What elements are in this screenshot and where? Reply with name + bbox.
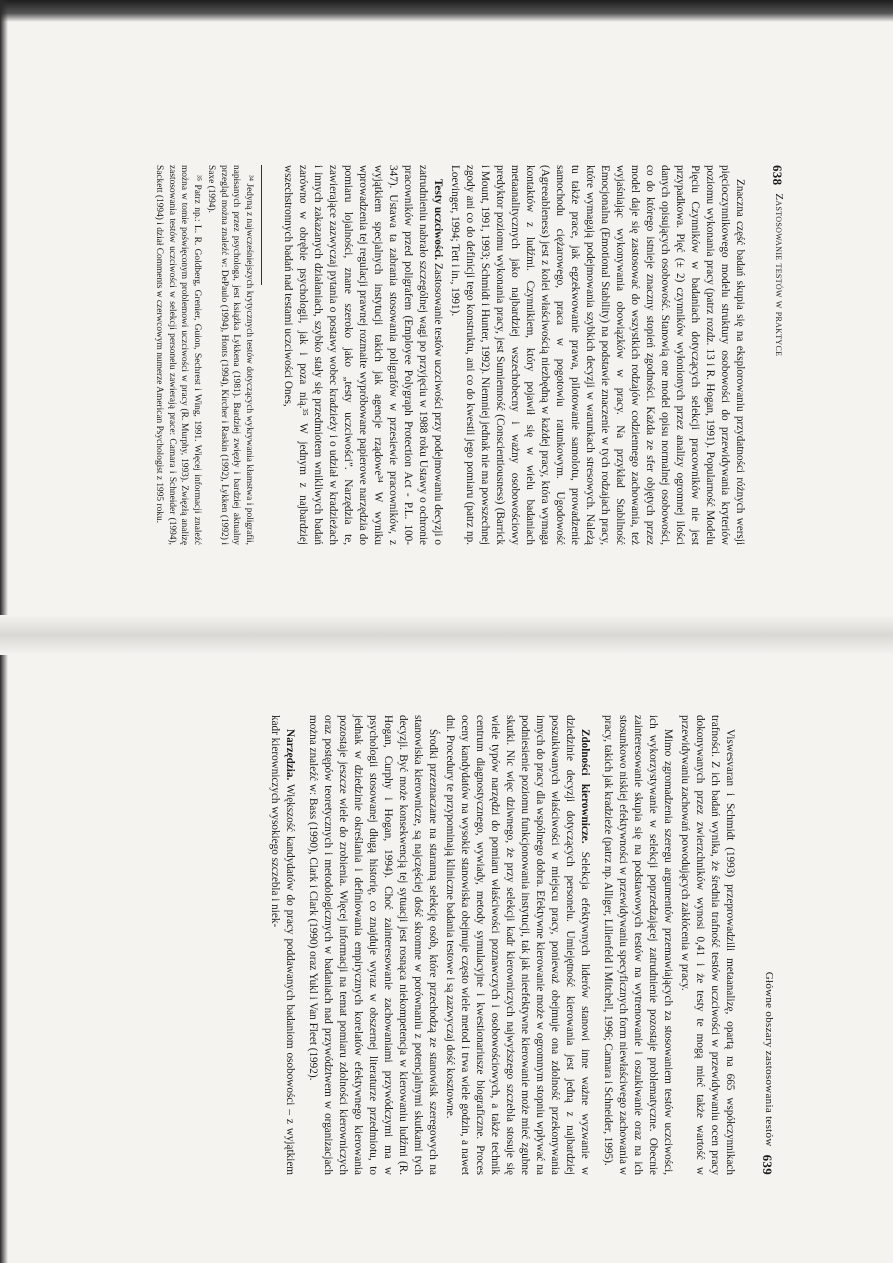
body-paragraph bbox=[280, 165, 445, 545]
running-head: Główne obszary zastosowania testów bbox=[763, 971, 775, 1147]
body-paragraph bbox=[267, 715, 297, 1175]
body-paragraph: Środki przeznaczane na staranną selekcję osób, które przechodzą ze stanowisk szeregowych na stanowiska kierownicze, są najczęściej dość skromne w porównaniu z potencjalnymi skutkami tych decyzji. Być może konsekwencją tej sytuacji jest rosnąca niekompetencja w kierowaniu ludźmi (R. Hogan, Curphy i Hogan, 1994). Choć zainteresowanie zachowaniami przywódczymi ma w psychologii stosowanej długą historię, co znajduje wyraz w obszernej literaturze przedmiotu, to jednak w dziedzinie określania i definiowania empirycznych korelatów efektywnego kierowania pozostaje jeszcze wiele do zrobienia. Więcej informacji na temat pomiaru zdolności kierowniczych oraz postępów teoretycznych i metodologicznych w badaniach nad przywództwem w organizacjach można znaleźć w: Bass (1990), Clark i Clark (1990) oraz Yukl i Van Fleet (1992). bbox=[307, 715, 439, 1175]
body-paragraph: Znaczna część badań skupia się na eksplorowaniu przydatności różnych wersji pięcioczynnikowego modelu struktury osobowości do przewidywania kryteriów poziomu wykonania pracy (patrz rozdz. 13 i R. Hogan, 1991). Popularność Modelu Pięciu Czynników w badaniach dotyczących selekcji pracowników nie jest przypadkowa. Pięć (± 2) czynników wyłonionych przez analizy ogromnej ilości danych opisujących osobowość. Stanowią one model opisu normalnej osobowości, co do którego istnieje znaczny stopień zgodności. Każda ze sfer objętych przez model daje się zastosować do wszystkich rodzajów codziennego zachowania, też wyjaśniając wykonywania obowiązków w pracy. Na przykład Stabilność Emocjonalna (Emotional Stability) na podstawie znaczenie w tych rodzajach pracy, które wymagają podejmowania szybkich decyzji w warunkach stresowych. Należą tu także prace, jak egzekwowanie prawa, pilotowanie samolotu, prowadzenie samochodu ciężarowego, praca w pogotowiu ratunkowym. Ugodowość (Agreeableness) jest z kolei właściwością niezbędną w każdej pracy, która wymaga kontaktów z ludźmi. Czynnikiem, który pojawił się w wielu badaniach metaanalitycznych jako najbardziej wszechobecny i ważny osobowościowy predyktor poziomu wykonania pracy, jest Sumienność (Conscientiousness) (Barrick i Mount, 1991, 1993; Schmidt i Hunter, 1992). Niemniej jednak nie ma powszechnej zgody ani co do definicji tego konstruktu, ani co do kwestii jego pomiaru (patrz np. Loevinger, 1994; Tett i in., 1991). bbox=[449, 165, 746, 545]
page-number: 638 bbox=[770, 165, 785, 186]
page-638 bbox=[0, 0, 893, 615]
page-638-column bbox=[153, 165, 785, 545]
page-639 bbox=[0, 655, 893, 1263]
section-heading: Zdolności kierownicze. bbox=[579, 729, 591, 844]
section-heading: Narzędzia. bbox=[284, 729, 296, 781]
footnote: ³⁵ Patrz np.: L. R. Goldberg, Grenier, Guion, Sechrest i Wing, 1991. Więcej informacji znaleźć można w tomie poświęconym problemowi uczciwości w pracy (R. Murphy, 1993). Zwięzłą analizę zastosowania testów uczciwości w selekcji personelu zawierają prace: Camara i Schneider (1994), Sackett (1994) i dział Comments w czerwcowym numerze American Psychologist z 1995 roku. bbox=[154, 165, 202, 545]
page-header bbox=[759, 715, 775, 1175]
body-paragraph: Mimo zgromadzenia szeregu argumentów przemawiających za stosowaniem testów uczciwości, ich wykorzystywanie w selekcji poprzedzającej zatrudnienie pozostaje problematyczne. Obecnie zainteresowanie skupia się na podstawowych testów na wytrenowanie i oszukiwanie oraz na ich stosunkowo niskiej efektywności w przewidywaniu specyficznych form niewłaściwego zachowania w pracy, takich jak kradzieże (patrz np. Alliger, Lilienfeld i Mitchell, 1996; Camara i Schneider, 1995). bbox=[602, 715, 674, 1175]
page-number: 639 bbox=[760, 1154, 775, 1175]
footnote-rule bbox=[261, 165, 262, 285]
section-heading: Testy uczciwości. bbox=[432, 179, 444, 261]
page-header bbox=[769, 165, 785, 545]
running-head: Zastosowanie testów w praktyce bbox=[773, 193, 785, 357]
body-paragraph bbox=[442, 715, 592, 1175]
section-text: Selekcja efektywnych liderów stanowi inne ważne wyzwanie w dziedzinie decyzji dotyczących personelu. Umiejętność kierowania jest jedną z najbardziej poszukiwanych właściwości w miejscu pracy, ponieważ obejmuje ona zdolność przekonywania innych do pracy dla wspólnego dobra. Efektywne kierowanie może w ogromnym stopniu wpływać na podniesienie poziomu funkcjonowania instytucji, tak jak nieefektywne kierowanie może mieć zgubne skutki. Nic więc dziwnego, że przy selekcji kadr kierowniczych najwyższego szczebla stosuje się wiele typów narzędzi do pomiaru właściwości poznawczych i osobowościowych, a także technik centrum diagnostycznego, wywiady, metody symulacyjne i kwestionariusze biograficzne. Proces oceny kandydatów na wysokie stanowiska obejmuje często wiele metod i trwa wiele godzin, a nawet dni. Procedury te przypominają kliniczne badania testowe i są zazwyczaj dość kosztowne. bbox=[444, 715, 591, 1175]
section-text: Zastosowanie testów uczciwości przy podejmowaniu decyzji o zatrudnieniu nabrało szczególnej wagi po przyjęciu w 1988 roku Ustawy o ochronie pracowników przed poligrafem (Employee Polygraph Protection Act - P.L. 100-347). Ustawa ta zabrania stosowania poligrafów w przesiewie pracowników, z wyjątkiem specjalnych instytucji takich jak agencje rządowe³⁴ W wyniku wprowadzenia tej regulacji prawnej rozmaite wypróbowane papierowe narzędzia do pomiaru lojalności, znane szeroko jako „testy uczciwości”. Narzędzia te, zawierające zazwyczaj pytania o postawy wobec kradzieży i o udział w kradzieżach i innych zakazanych działaniach, szybko stały się przedmiotem wnikliwych badań zarówno w obrębie psychologii, jak i poza nią.³⁵ W jednym z najbardziej wszechstronnych badań nad testami uczciwości Ones, bbox=[282, 165, 444, 546]
section-text: Większość kandydatów do pracy poddawanych badaniom osobowości – z wyjątkiem kadr kierowniczych wysokiego szczebla i niek- bbox=[269, 715, 296, 1175]
footnote: ³⁴ Jedyną z najwcześniejszych krytycznych testów dotyczących wykrywania kłamstwa i poligrafii, napisanych przez psychologa, jest książka Lykkena (1981). Bardziej zwięzły i bardziej aktualny przegląd można znaleźć w: DePaulo (1994), Honts (1994), Kircher i Raskin (1992), Lykken (1992) i Saxe (1994). bbox=[206, 165, 254, 545]
page-639-column bbox=[267, 715, 775, 1175]
body-paragraph: Viswesvaran i Schmidt (1993) przeprowadzili metaanalizę, opartą na 665 współczynnikach trafności. Z ich badań wynika, że średnia trafność testów uczciwości w przewidywaniu ocen pracy dokonywanych przez zwierzchników wynosi 0,41 i że testy te mogą mieć także wartość w przewidywaniu zachowań powodujących zakłócenia w pracy. bbox=[679, 715, 736, 1175]
